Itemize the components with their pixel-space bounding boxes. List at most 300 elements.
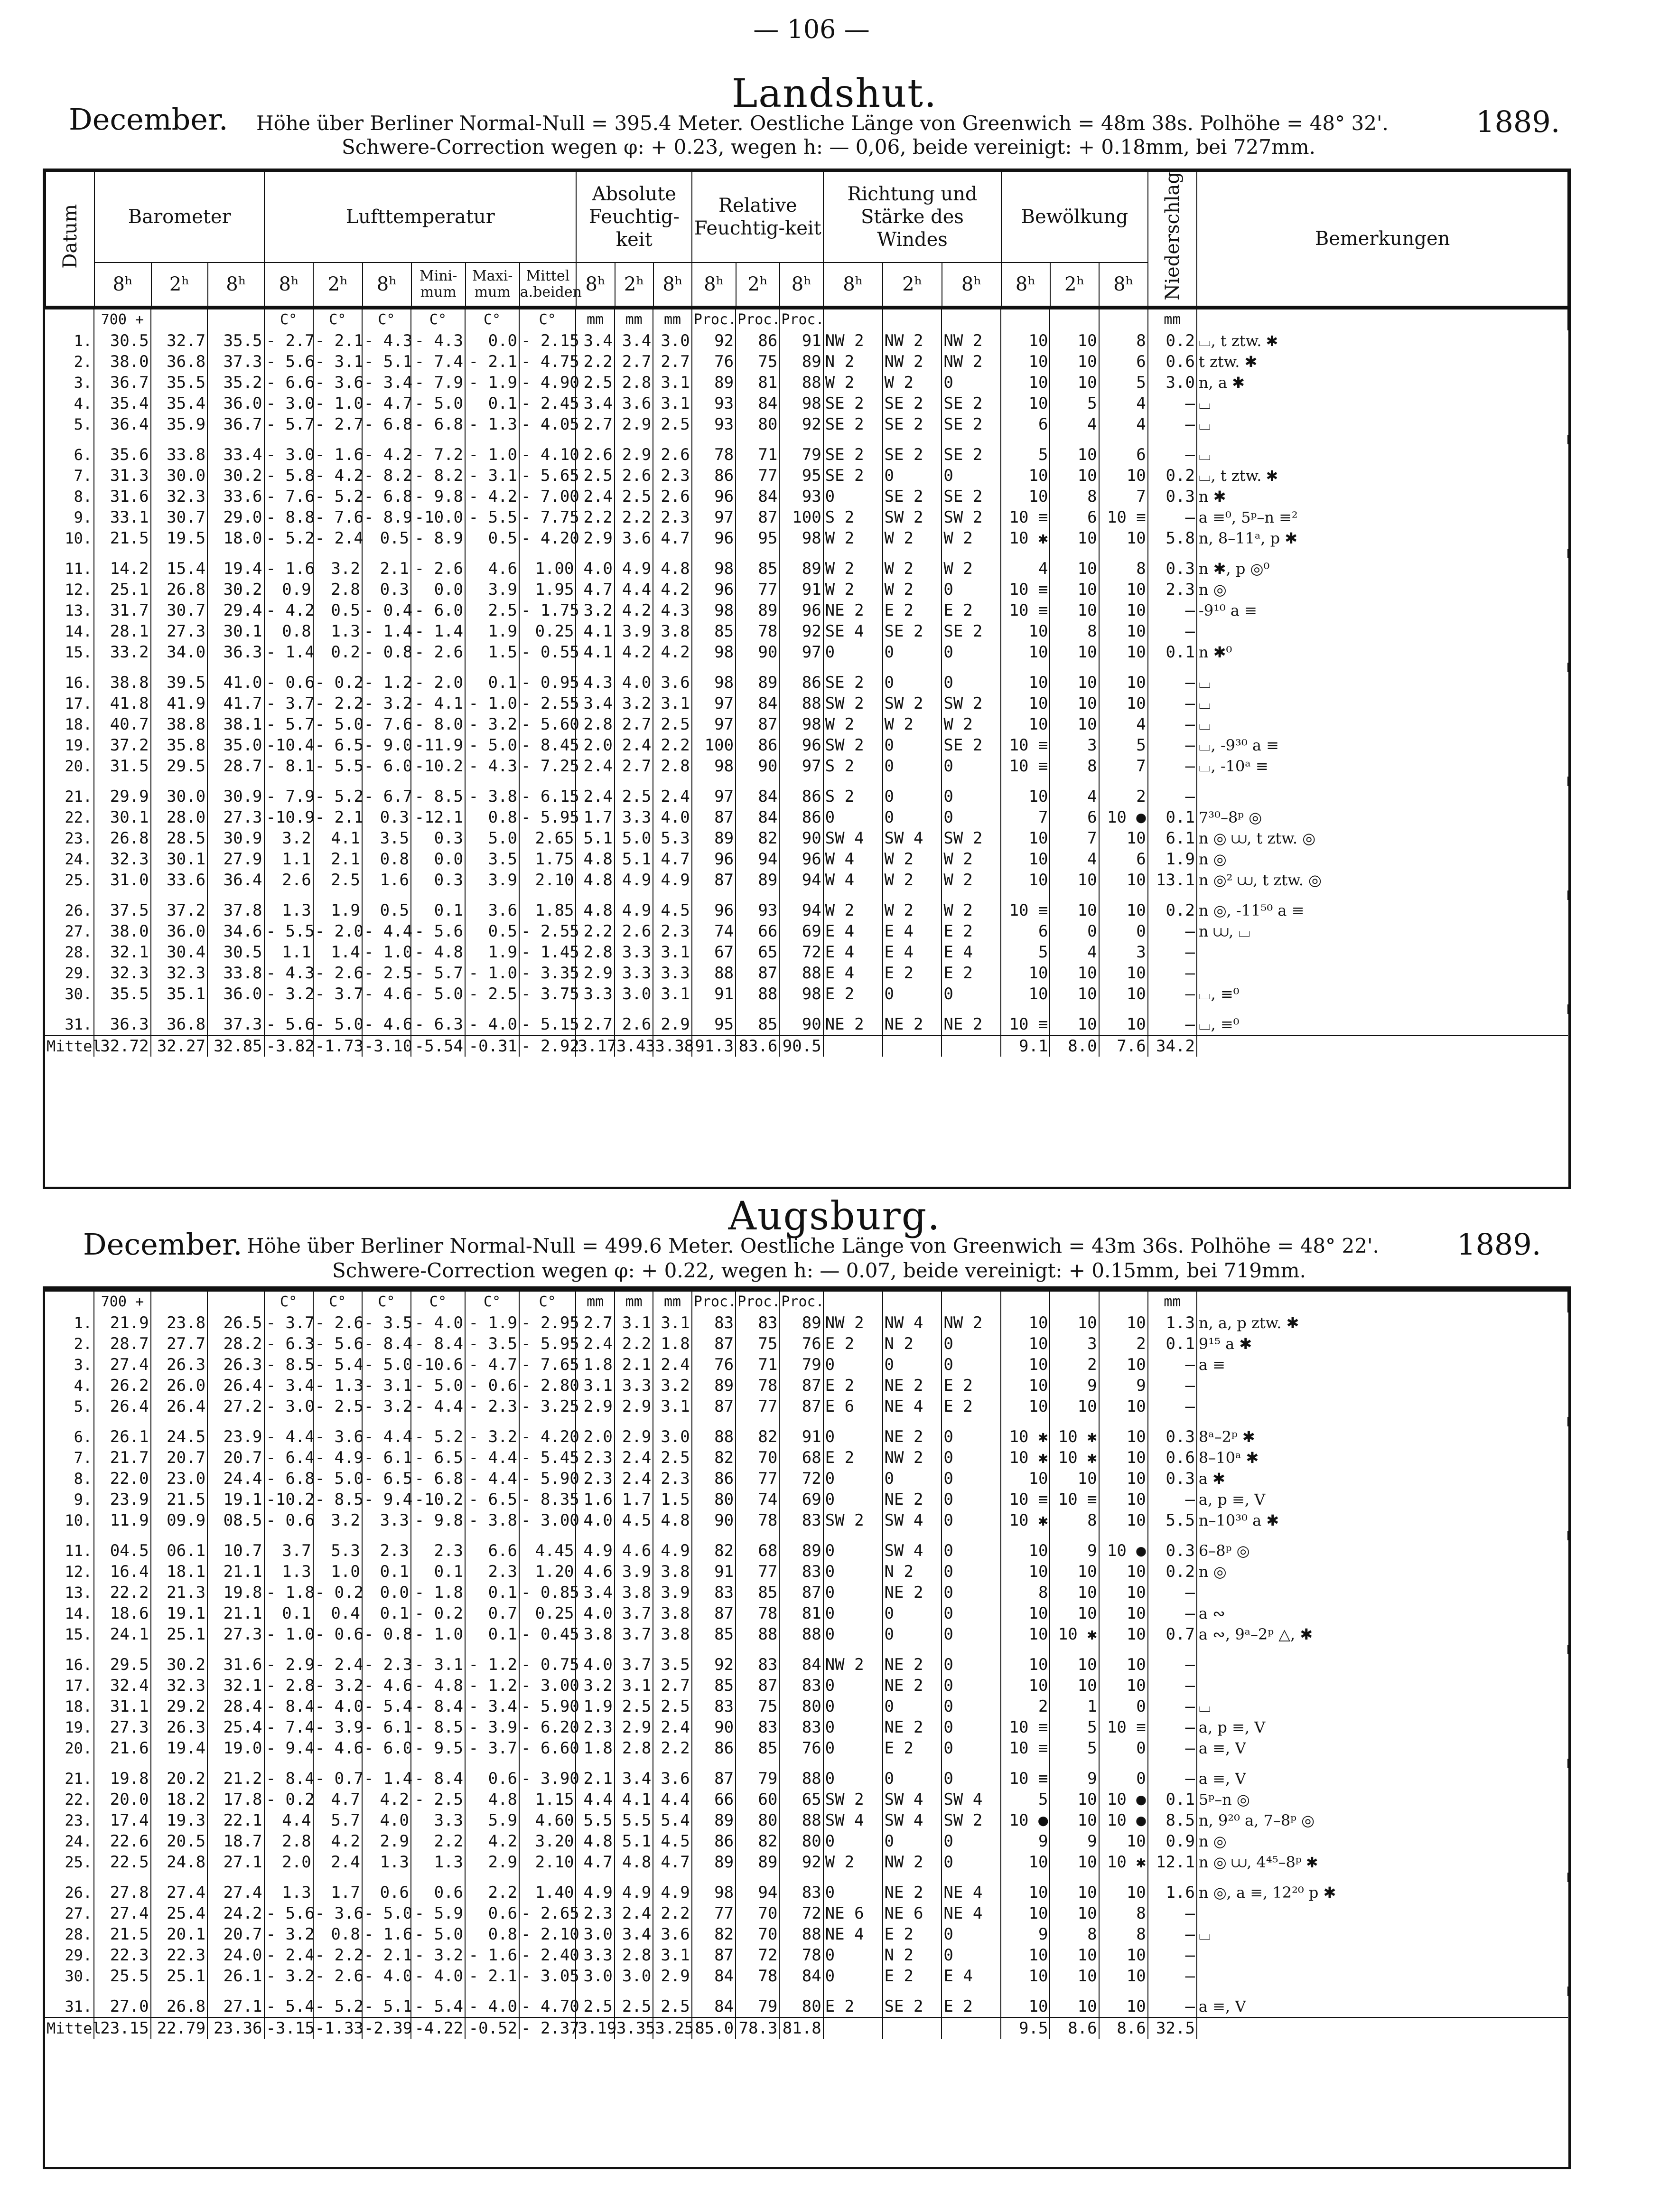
value-cell: 4.8: [465, 1789, 519, 1810]
day-cell: 10.: [45, 1510, 94, 1531]
value-cell: 10: [1001, 786, 1050, 807]
value-cell: 27.3: [207, 807, 264, 828]
value-cell: 3.2: [313, 558, 362, 579]
value-cell: —: [1148, 693, 1197, 714]
value-cell: 0: [883, 1696, 942, 1717]
value-cell: 41.9: [151, 693, 207, 714]
value-cell: 26.5: [207, 1312, 264, 1333]
value-cell: 1.7: [615, 1489, 653, 1510]
value-cell: 3.9: [465, 870, 519, 890]
value-cell: 3.7: [615, 1603, 653, 1624]
value-cell: - 0.4: [362, 600, 411, 621]
value-cell: 85: [736, 1014, 779, 1035]
value-cell: - 4.70: [519, 1996, 576, 2017]
year-label: 1889.: [1476, 104, 1560, 139]
remarks-cell: n ◎ ⩊, t ztw. ◎: [1198, 829, 1316, 847]
value-cell: 26.3: [151, 1354, 207, 1375]
value-cell: 82: [692, 1540, 736, 1561]
value-cell: - 6.8: [362, 414, 411, 435]
day-cell: 20.: [45, 756, 94, 777]
value-cell: - 4.0: [362, 1966, 411, 1987]
value-cell: 25.1: [94, 579, 150, 600]
value-cell: 26.8: [151, 1996, 207, 2017]
value-cell: 0: [942, 1696, 1001, 1717]
value-cell: 10: [1001, 621, 1050, 642]
value-cell: 3.8: [653, 1624, 691, 1645]
value-cell: SE 2: [942, 393, 1001, 414]
value-cell: 2: [1099, 1333, 1148, 1354]
value-cell: 3.8: [653, 1561, 691, 1582]
value-cell: 32.4: [94, 1675, 150, 1696]
value-cell: 0.3: [411, 870, 465, 890]
value-cell: W 2: [942, 849, 1001, 870]
value-cell: 9: [1050, 1768, 1099, 1789]
units-cell: 700 +: [94, 309, 150, 330]
value-cell: 3.1: [653, 942, 691, 963]
units-cell: [1197, 1292, 1568, 1312]
value-cell: - 5.0: [411, 1375, 465, 1396]
value-cell: 2: [1099, 786, 1148, 807]
value-cell: SE 2: [883, 486, 942, 507]
value-cell: 37.2: [151, 900, 207, 921]
value-cell: 85: [692, 621, 736, 642]
value-cell: - 5.0: [313, 1468, 362, 1489]
value-cell: 21.6: [94, 1738, 150, 1759]
value-cell: 1.3: [1148, 1312, 1197, 1333]
value-cell: 5: [1001, 942, 1050, 963]
value-cell: 78: [736, 1375, 779, 1396]
value-cell: - 9.0: [362, 735, 411, 756]
value-cell: 10: [1001, 714, 1050, 735]
value-cell: 33.8: [207, 963, 264, 984]
mean-row: [45, 1035, 1568, 1057]
day-cell: 3.: [45, 372, 94, 393]
value-cell: 0.3: [1148, 1426, 1197, 1447]
value-cell: - 4.6: [362, 1014, 411, 1035]
value-cell: 4.9: [653, 1540, 691, 1561]
value-cell: 0: [823, 1468, 883, 1489]
value-cell: SW 4: [883, 1789, 942, 1810]
value-cell: 10: [1050, 1654, 1099, 1675]
remarks-cell: ⌴: [1198, 445, 1211, 464]
value-cell: 2.0: [576, 1426, 614, 1447]
units-cell: mm: [576, 309, 614, 330]
value-cell: - 7.25: [519, 756, 576, 777]
station-info-line-1: Höhe über Berliner Normal-Null = 499.6 Meter. Oestliche Länge von Greenwich = 43m 36s. Polhöhe = 48° 22'.: [247, 1234, 1379, 1257]
value-cell: 1.8: [576, 1354, 614, 1375]
value-cell: 10: [1001, 870, 1050, 890]
value-cell: 1.3: [362, 1852, 411, 1873]
value-cell: 1.6: [1148, 1882, 1197, 1903]
value-cell: 2.10: [519, 870, 576, 890]
value-cell: 4.0: [576, 1603, 614, 1624]
value-cell: 10: [1001, 984, 1050, 1004]
table-row: [45, 486, 1568, 507]
value-cell: 1.3: [264, 900, 313, 921]
value-cell: 9: [1099, 1375, 1148, 1396]
value-cell: - 1.0: [264, 1624, 313, 1645]
value-cell: —: [1148, 1489, 1197, 1510]
value-cell: - 5.4: [313, 1354, 362, 1375]
value-cell: 3.0: [653, 1426, 691, 1447]
value-cell: 3.3: [576, 984, 614, 1004]
value-cell: 10 ●: [1099, 1540, 1148, 1561]
value-cell: 2.8: [264, 1831, 313, 1852]
value-cell: 37.5: [94, 900, 150, 921]
table-row: [45, 1582, 1568, 1603]
value-cell: - 7.00: [519, 486, 576, 507]
value-cell: 23.8: [151, 1312, 207, 1333]
value-cell: 0.5: [362, 528, 411, 549]
value-cell: N 2: [883, 1561, 942, 1582]
value-cell: 38.1: [207, 714, 264, 735]
mean-cell: 3.35: [615, 2017, 653, 2039]
value-cell: 18.1: [151, 1561, 207, 1582]
value-cell: 10: [1050, 465, 1099, 486]
remarks-cell: a ∾, 9ᵃ–2ᵖ △, ✱: [1198, 1625, 1313, 1643]
value-cell: - 2.5: [362, 963, 411, 984]
value-cell: 10: [1050, 1966, 1099, 1987]
value-cell: - 6.6: [264, 372, 313, 393]
value-cell: - 3.4: [362, 372, 411, 393]
value-cell: 0: [942, 756, 1001, 777]
value-cell: 0.3: [1148, 558, 1197, 579]
value-cell: 0: [1099, 1738, 1148, 1759]
value-cell: 10 ≡: [1001, 756, 1050, 777]
units-cell: [942, 1292, 1001, 1312]
value-cell: 28.0: [151, 807, 207, 828]
table-row: [45, 1882, 1568, 1903]
value-cell: 2.9: [653, 1014, 691, 1035]
value-cell: 86: [692, 465, 736, 486]
units-cell: Proc.: [692, 1292, 736, 1312]
hour-label: 2ʰ: [883, 262, 942, 306]
value-cell: 10: [1050, 1014, 1099, 1035]
value-cell: 10: [1050, 330, 1099, 351]
value-cell: 04.5: [94, 1540, 150, 1561]
value-cell: 0.25: [519, 621, 576, 642]
value-cell: 10: [1001, 486, 1050, 507]
value-cell: 2.5: [313, 870, 362, 890]
value-cell: - 8.4: [411, 1696, 465, 1717]
value-cell: - 5.95: [519, 1333, 576, 1354]
value-cell: 84: [692, 1996, 736, 2017]
value-cell: NE 2: [942, 1014, 1001, 1035]
value-cell: - 3.0: [264, 444, 313, 465]
value-cell: - 4.20: [519, 1426, 576, 1447]
value-cell: 20.7: [207, 1447, 264, 1468]
value-cell: 26.4: [94, 1396, 150, 1417]
value-cell: 82: [736, 1426, 779, 1447]
value-cell: 3.4: [576, 393, 614, 414]
value-cell: 2.2: [465, 1882, 519, 1903]
value-cell: 37.3: [207, 351, 264, 372]
value-cell: 10: [1050, 1789, 1099, 1810]
table-row: [45, 621, 1568, 642]
value-cell: - 7.75: [519, 507, 576, 528]
value-cell: 33.2: [94, 642, 150, 663]
value-cell: 96: [692, 849, 736, 870]
value-cell: 4.9: [576, 1540, 614, 1561]
value-cell: 88: [692, 1426, 736, 1447]
value-cell: -11.9: [411, 735, 465, 756]
value-cell: - 4.9: [313, 1447, 362, 1468]
value-cell: 28.4: [207, 1696, 264, 1717]
day-cell: 25.: [45, 870, 94, 890]
remarks-cell: n ◎: [1198, 1563, 1227, 1581]
value-cell: - 4.2: [264, 600, 313, 621]
value-cell: 92: [692, 330, 736, 351]
value-cell: 88: [779, 1624, 823, 1645]
value-cell: 2.7: [653, 351, 691, 372]
value-cell: 32.1: [94, 942, 150, 963]
value-cell: 0.8: [264, 621, 313, 642]
value-cell: 1.4: [313, 942, 362, 963]
value-cell: - 3.8: [465, 786, 519, 807]
value-cell: 10: [1001, 1333, 1050, 1354]
value-cell: - 3.2: [362, 1396, 411, 1417]
value-cell: —: [1148, 621, 1197, 642]
table-row: [45, 870, 1568, 890]
value-cell: - 1.45: [519, 942, 576, 963]
value-cell: - 5.8: [264, 465, 313, 486]
value-cell: 0.0: [411, 579, 465, 600]
value-cell: 86: [736, 330, 779, 351]
value-cell: 83: [736, 1654, 779, 1675]
value-cell: 4.2: [362, 1789, 411, 1810]
value-cell: 31.7: [94, 600, 150, 621]
value-cell: 2.7: [615, 756, 653, 777]
value-cell: 0.25: [519, 1603, 576, 1624]
col-rel-feuchtigkeit: Relative Feuchtig-keit: [692, 171, 823, 262]
value-cell: —: [1148, 393, 1197, 414]
value-cell: 81: [779, 1603, 823, 1624]
value-cell: 11.9: [94, 1510, 150, 1531]
value-cell: 3.4: [615, 330, 653, 351]
table-row: [45, 444, 1568, 465]
value-cell: 8: [1050, 621, 1099, 642]
value-cell: 86: [692, 1831, 736, 1852]
value-cell: SE 2: [823, 672, 883, 693]
value-cell: 3.2: [615, 693, 653, 714]
value-cell: E 4: [823, 942, 883, 963]
value-cell: SE 2: [823, 465, 883, 486]
value-cell: - 2.6: [313, 1966, 362, 1987]
value-cell: 10: [1050, 1582, 1099, 1603]
value-cell: 0.3: [1148, 1468, 1197, 1489]
value-cell: 29.9: [94, 786, 150, 807]
value-cell: - 5.4: [362, 1696, 411, 1717]
value-cell: 84: [736, 486, 779, 507]
value-cell: 10: [1001, 1540, 1050, 1561]
units-cell: 700 +: [94, 1292, 150, 1312]
value-cell: 10: [1099, 1561, 1148, 1582]
value-cell: 10: [1099, 828, 1148, 849]
value-cell: 90: [692, 1717, 736, 1738]
value-cell: - 4.3: [411, 330, 465, 351]
value-cell: - 2.2: [313, 1945, 362, 1966]
value-cell: 4: [1050, 414, 1099, 435]
value-cell: W 2: [942, 714, 1001, 735]
value-cell: 2.9: [653, 1966, 691, 1987]
value-cell: 1.85: [519, 900, 576, 921]
value-cell: 0.5: [465, 921, 519, 942]
value-cell: - 4.4: [465, 1447, 519, 1468]
value-cell: 17.4: [94, 1810, 150, 1831]
value-cell: 1.9: [576, 1696, 614, 1717]
value-cell: 9: [1050, 1375, 1099, 1396]
value-cell: - 3.35: [519, 963, 576, 984]
value-cell: - 5.4: [411, 1996, 465, 2017]
value-cell: —: [1148, 1996, 1197, 2017]
value-cell: 30.2: [207, 465, 264, 486]
value-cell: 3.3: [615, 1375, 653, 1396]
value-cell: NE 2: [883, 1582, 942, 1603]
value-cell: 10: [1050, 1810, 1099, 1831]
value-cell: 2.3: [576, 1447, 614, 1468]
value-cell: E 2: [883, 1924, 942, 1945]
value-cell: 4.1: [615, 1789, 653, 1810]
value-cell: - 3.6: [313, 372, 362, 393]
value-cell: SW 2: [823, 1789, 883, 1810]
value-cell: 27.4: [151, 1882, 207, 1903]
units-cell: [883, 1292, 942, 1312]
table-row: [45, 1789, 1568, 1810]
mean-label: Mittel: [45, 2017, 94, 2039]
units-cell: mm: [653, 309, 691, 330]
value-cell: 90: [779, 828, 823, 849]
value-cell: —: [1148, 1696, 1197, 1717]
value-cell: - 8.9: [362, 507, 411, 528]
day-cell: 27.: [45, 1903, 94, 1924]
units-cell: C°: [519, 1292, 576, 1312]
value-cell: 87: [692, 1396, 736, 1417]
value-cell: 0: [942, 1447, 1001, 1468]
remarks-cell: 8–10ᵃ ✱: [1198, 1449, 1259, 1467]
value-cell: 0.1: [362, 1603, 411, 1624]
value-cell: 83: [692, 1582, 736, 1603]
value-cell: NW 4: [883, 1312, 942, 1333]
units-cell: [1050, 1292, 1099, 1312]
value-cell: W 4: [823, 849, 883, 870]
value-cell: 77: [736, 1561, 779, 1582]
value-cell: - 5.15: [519, 1014, 576, 1035]
value-cell: NE 2: [883, 1489, 942, 1510]
value-cell: - 5.0: [362, 1354, 411, 1375]
mean-cell: 32.85: [207, 1035, 264, 1057]
value-cell: 78: [736, 1603, 779, 1624]
value-cell: —: [1148, 942, 1197, 963]
value-cell: 3.4: [615, 1924, 653, 1945]
value-cell: - 3.7: [264, 1312, 313, 1333]
value-cell: 3.7: [615, 1624, 653, 1645]
value-cell: 0.0: [465, 330, 519, 351]
mean-cell: -1.33: [313, 2017, 362, 2039]
remarks-cell: a ≡, V: [1198, 1997, 1246, 2015]
mean-cell: [1197, 2017, 1568, 2039]
value-cell: 32.1: [207, 1675, 264, 1696]
value-cell: - 6.5: [313, 735, 362, 756]
value-cell: 10: [1099, 1675, 1148, 1696]
value-cell: 2.2: [615, 507, 653, 528]
value-cell: 69: [779, 921, 823, 942]
value-cell: 33.4: [207, 444, 264, 465]
value-cell: 71: [736, 1354, 779, 1375]
value-cell: - 4.20: [519, 528, 576, 549]
value-cell: - 6.3: [411, 1014, 465, 1035]
value-cell: SE 4: [823, 621, 883, 642]
value-cell: 2.9: [615, 414, 653, 435]
value-cell: 8: [1099, 330, 1148, 351]
table-row: [45, 1717, 1568, 1738]
value-cell: - 6.20: [519, 1717, 576, 1738]
day-cell: 6.: [45, 1426, 94, 1447]
value-cell: NW 2: [823, 1312, 883, 1333]
value-cell: - 3.25: [519, 1396, 576, 1417]
value-cell: —: [1148, 1603, 1197, 1624]
value-cell: 0: [1050, 921, 1099, 942]
value-cell: SE 2: [883, 414, 942, 435]
value-cell: 1.1: [264, 849, 313, 870]
value-cell: 2.6: [653, 444, 691, 465]
value-cell: 0: [942, 1510, 1001, 1531]
value-cell: 3.4: [576, 1582, 614, 1603]
hour-label: 8ʰ: [942, 262, 1001, 306]
value-cell: 10: [1050, 1561, 1099, 1582]
value-cell: SW 4: [823, 1810, 883, 1831]
value-cell: 4.9: [653, 1882, 691, 1903]
value-cell: - 2.0: [313, 921, 362, 942]
table-row: [45, 1738, 1568, 1759]
value-cell: 0.1: [411, 900, 465, 921]
table-header: [45, 171, 1568, 307]
remarks-cell: ⌴: [1198, 673, 1211, 692]
day-cell: 28.: [45, 1924, 94, 1945]
day-cell: 2.: [45, 351, 94, 372]
value-cell: 0: [942, 1675, 1001, 1696]
value-cell: 1.9: [465, 621, 519, 642]
value-cell: —: [1148, 984, 1197, 1004]
value-cell: 1.1: [264, 942, 313, 963]
value-cell: 80: [779, 1831, 823, 1852]
mean-cell: -5.54: [411, 1035, 465, 1057]
value-cell: 90: [736, 642, 779, 663]
table-row: [45, 1540, 1568, 1561]
value-cell: - 2.8: [264, 1675, 313, 1696]
value-cell: 10 ✱: [1050, 1447, 1099, 1468]
remarks-cell: ⌴, ≡⁰: [1198, 984, 1240, 1003]
value-cell: 2.9: [576, 1396, 614, 1417]
value-cell: - 4.3: [362, 330, 411, 351]
value-cell: - 0.2: [264, 1789, 313, 1810]
value-cell: - 1.0: [313, 393, 362, 414]
value-cell: - 5.6: [313, 1333, 362, 1354]
col-bewoelkung: Bewölkung: [1001, 171, 1148, 262]
page-number: — 106 —: [753, 14, 870, 44]
value-cell: NE 4: [942, 1903, 1001, 1924]
value-cell: 2.5: [653, 1447, 691, 1468]
value-cell: 3.9: [615, 1561, 653, 1582]
value-cell: 36.0: [151, 921, 207, 942]
value-cell: 0: [1099, 1768, 1148, 1789]
value-cell: 3.20: [519, 1831, 576, 1852]
value-cell: 10: [1001, 393, 1050, 414]
remarks-cell: [1197, 1675, 1568, 1696]
value-cell: 66: [736, 921, 779, 942]
value-cell: 84: [736, 807, 779, 828]
remarks-cell: n ◎, -11⁵⁰ a ≡: [1198, 901, 1305, 919]
day-cell: 9.: [45, 507, 94, 528]
